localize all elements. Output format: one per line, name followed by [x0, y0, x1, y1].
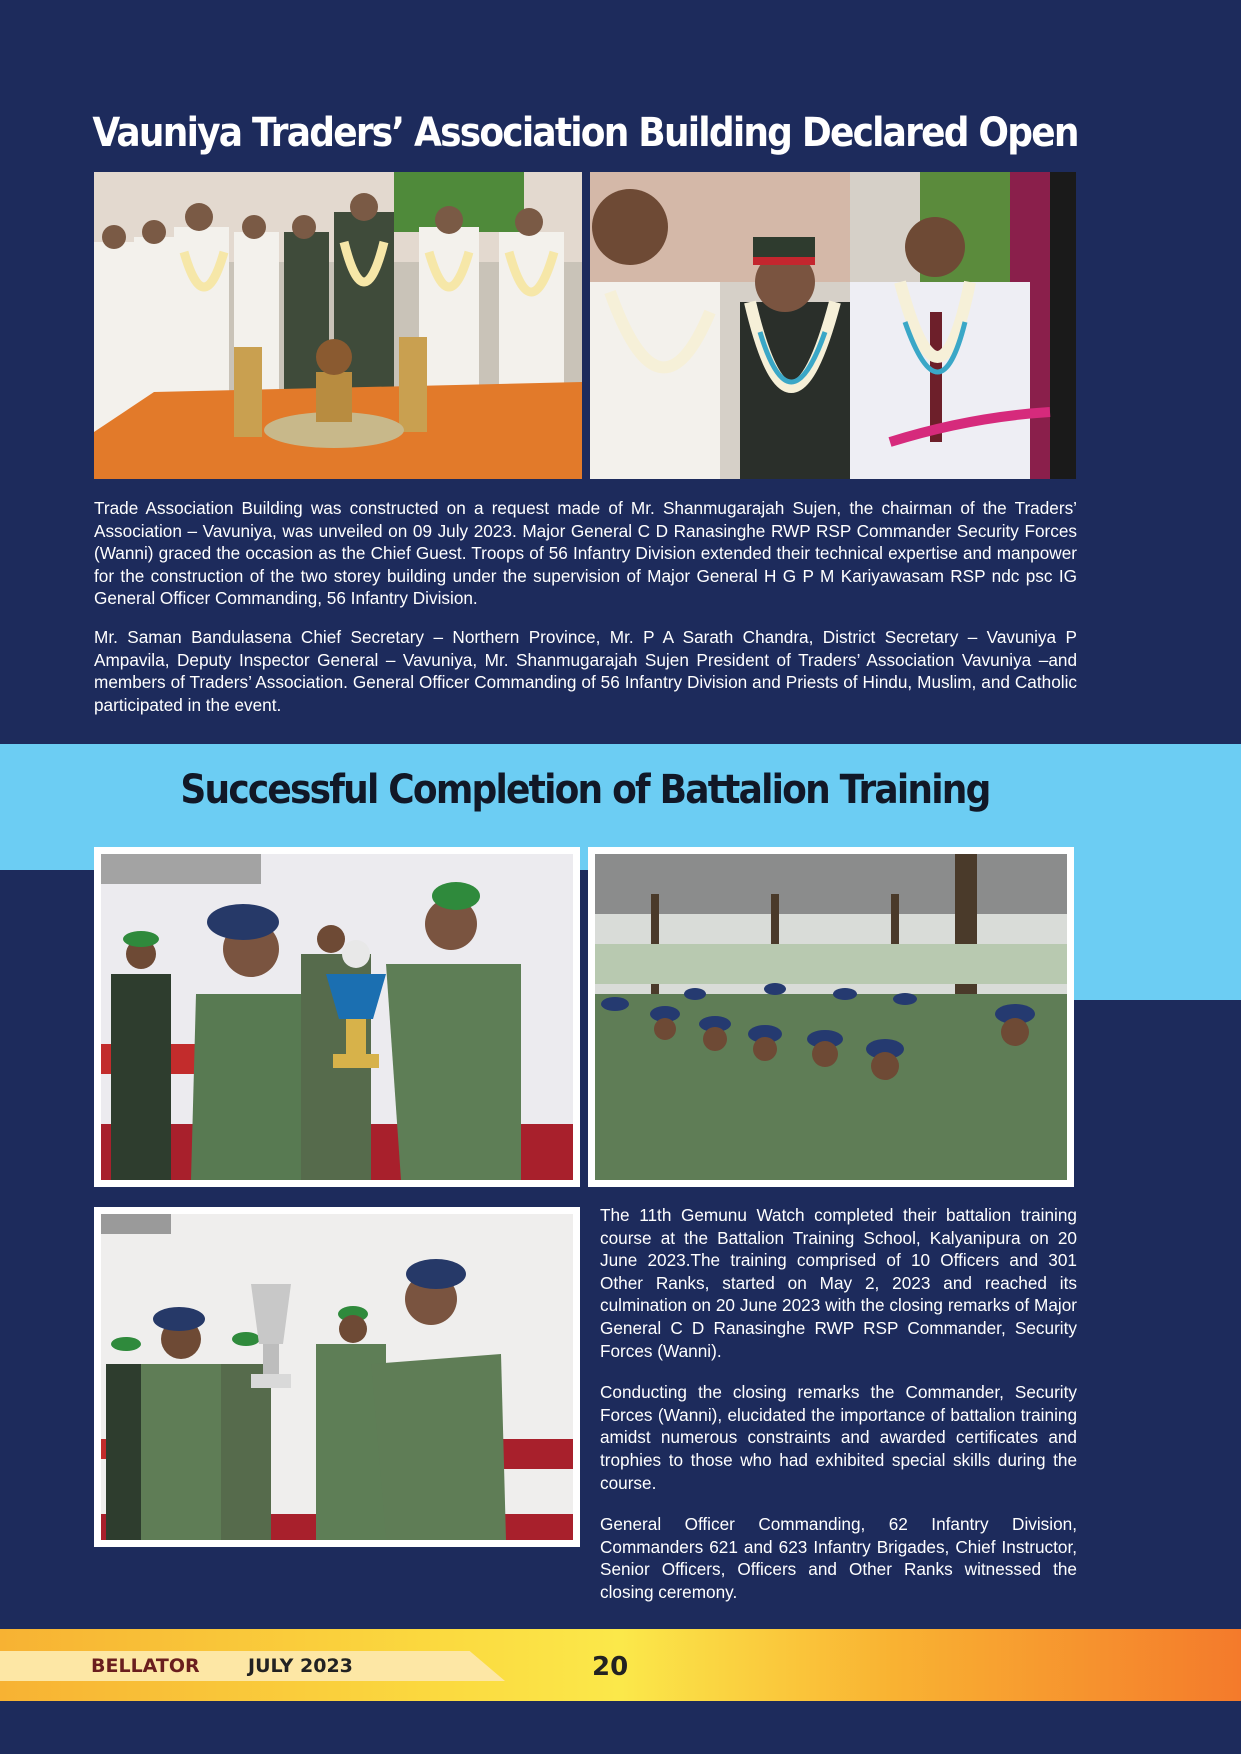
section2-paragraph-1: The 11th Gemunu Watch completed their battalion training course at the Battalion Training School, Kalyanipura on 20 June 2023.The training comprised of 10 Officers and 301 Other Ranks, started on May 2, 2023 and reached its culmination on 20 June 2023 with the closing remarks of Major General C D Ranasinghe RWP RSP Commander, Security Forces (Wanni).	[600, 1205, 1077, 1361]
ceremony-photo-left	[94, 172, 582, 479]
footer-magazine-name: BELLATOR	[91, 1655, 200, 1677]
section1-paragraph-1: Trade Association Building was constructed on a request made of Mr. Shanmugarajah Sujen, the chairman of the Traders’ Association – Vavuniya, was unveiled on 09 July 2023. Major General C D Ranasinghe RWP RSP Commander Security Forces (Wanni) graced the occasion as the Chief Guest. Troops of 56 Infantry Division extended their technical expertise and manpower for the construction of the two storey building under the supervision of Major General H G P M Kariyawasam RSP ndc psc IG General Officer Commanding, 56 Infantry Division.	[94, 498, 1077, 609]
section2-paragraph-2: Conducting the closing remarks the Commander, Security Forces (Wanni), elucidated the importance of battalion training amidst numerous constraints and awarded certificates and trophies to those who had exhibited special skills during the course.	[600, 1382, 1077, 1493]
footer-page-number: 20	[592, 1652, 629, 1682]
footer-issue-date: JULY 2023	[248, 1655, 353, 1677]
trophy-presentation-photo-1	[94, 847, 580, 1187]
trophy-presentation-photo-2	[94, 1207, 580, 1547]
section1-body	[94, 497, 1077, 716]
ribbon-cutting-photo-right	[590, 172, 1076, 479]
section1-paragraph-2: Mr. Saman Bandulasena Chief Secretary – Northern Province, Mr. P A Sarath Chandra, District Secretary – Vavuniya P Ampavila, Deputy Inspector General – Vavuniya, Mr. Shanmugarajah Sujen President of Traders’ Association Vavuniya –and members of Traders’ Association. General Officer Commanding of 56 Infantry Division and Priests of Hindu, Muslim, and Catholic participated in the event.	[94, 626, 1077, 715]
section2-body	[600, 1204, 1077, 1604]
section2-title: Successful Completion of Battalion Training	[180, 767, 990, 813]
troops-seated-photo	[588, 847, 1074, 1187]
section2-paragraph-3: General Officer Commanding, 62 Infantry Division, Commanders 621 and 623 Infantry Brigades, Chief Instructor, Senior Officers, Officers and Other Ranks witnessed the closing ceremony.	[600, 1514, 1077, 1602]
section1-title: Vauniya Traders’ Association Building Declared Open	[92, 110, 1078, 156]
